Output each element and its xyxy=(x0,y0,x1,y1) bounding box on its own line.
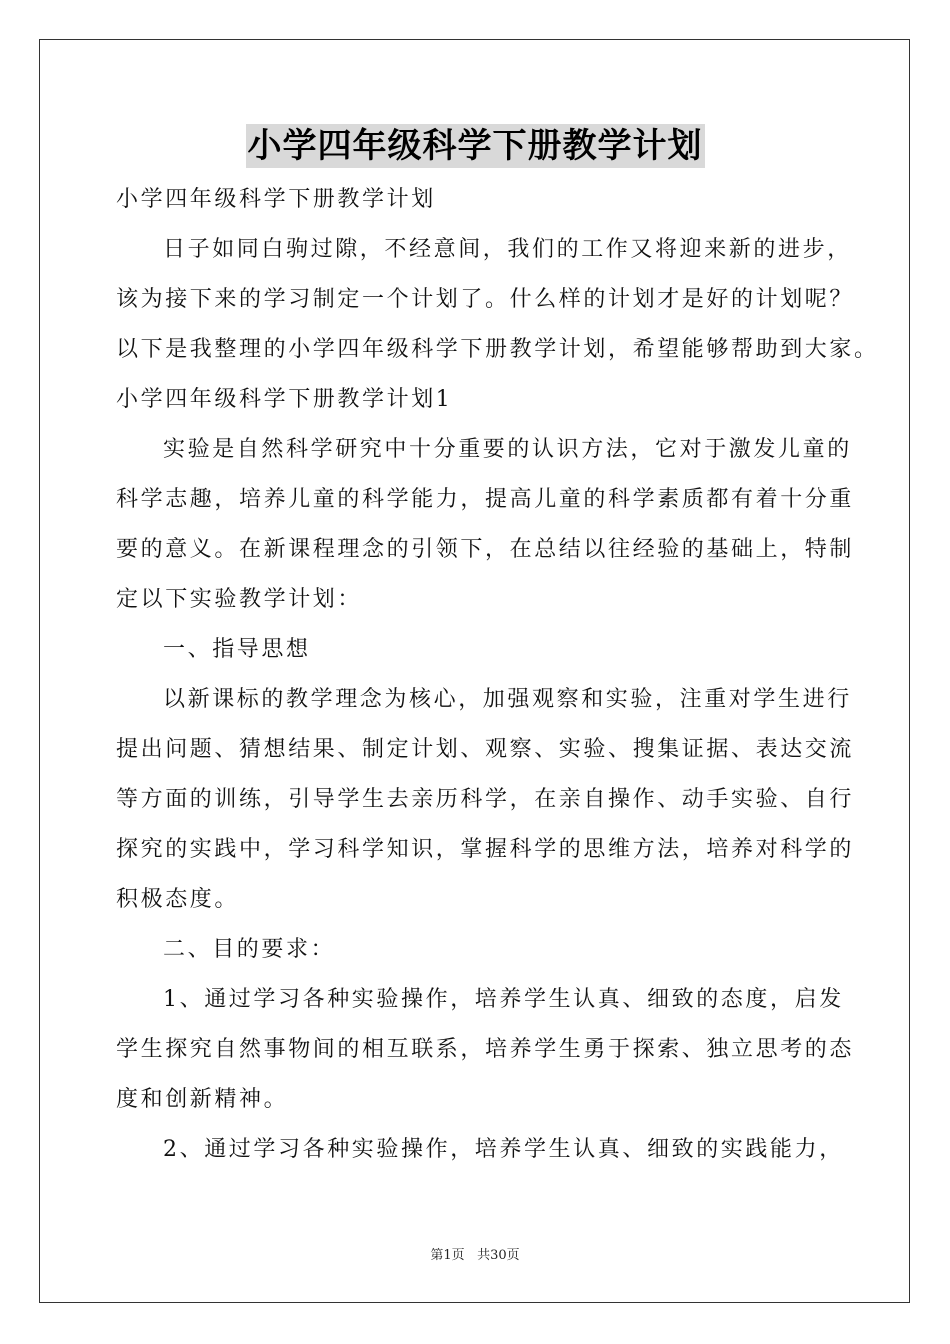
paragraph-line: 探究的实践中，学习科学知识，掌握科学的思维方法，培养对科学的 xyxy=(116,837,855,862)
title-container xyxy=(0,124,950,168)
paragraph-line: 度和创新精神。 xyxy=(116,1087,289,1112)
paragraph-line: 该为接下来的学习制定一个计划了。什么样的计划才是好的计划呢？ xyxy=(116,287,855,312)
paragraph-line: 2、通过学习各种实验操作，培养学生认真、细致的实践能力， xyxy=(163,1137,844,1162)
document-title: 小学四年级科学下册教学计划 xyxy=(247,126,703,166)
page-total: 共30页 xyxy=(477,1248,520,1263)
paragraph-line: 定以下实验教学计划： xyxy=(116,587,363,612)
paragraph-line: 实验是自然科学研究中十分重要的认识方法，它对于激发儿童的 xyxy=(163,437,852,462)
subtitle-line: 小学四年级科学下册教学计划 xyxy=(116,187,436,212)
paragraph-line: 要的意义。在新课程理念的引领下，在总结以往经验的基础上，特制 xyxy=(116,537,855,562)
paragraph-line: 日子如同白驹过隙，不经意间，我们的工作又将迎来新的进步， xyxy=(163,237,852,262)
paragraph-line: 等方面的训练，引导学生去亲历科学，在亲自操作、动手实验、自行 xyxy=(116,787,855,812)
paragraph-line: 以新课标的教学理念为核心，加强观察和实验，注重对学生进行 xyxy=(163,687,852,712)
page-number: 第1页 xyxy=(430,1248,465,1263)
paragraph-line: 积极态度。 xyxy=(116,887,240,912)
paragraph-line: 科学志趣，培养儿童的科学能力，提高儿童的科学素质都有着十分重 xyxy=(116,487,855,512)
paragraph-line: 1、通过学习各种实验操作，培养学生认真、细致的态度，启发 xyxy=(163,987,844,1012)
paragraph-line: 学生探究自然事物间的相互联系，培养学生勇于探索、独立思考的态 xyxy=(116,1037,855,1062)
paragraph-line: 以下是我整理的小学四年级科学下册教学计划，希望能够帮助到大家。 xyxy=(116,337,879,362)
paragraph-line: 提出问题、猜想结果、制定计划、观察、实验、搜集证据、表达交流 xyxy=(116,737,855,762)
page-footer xyxy=(0,1247,950,1265)
section-heading: 一、指导思想 xyxy=(163,637,311,662)
section-heading: 小学四年级科学下册教学计划1 xyxy=(116,387,453,412)
section-heading: 二、目的要求： xyxy=(163,937,336,962)
